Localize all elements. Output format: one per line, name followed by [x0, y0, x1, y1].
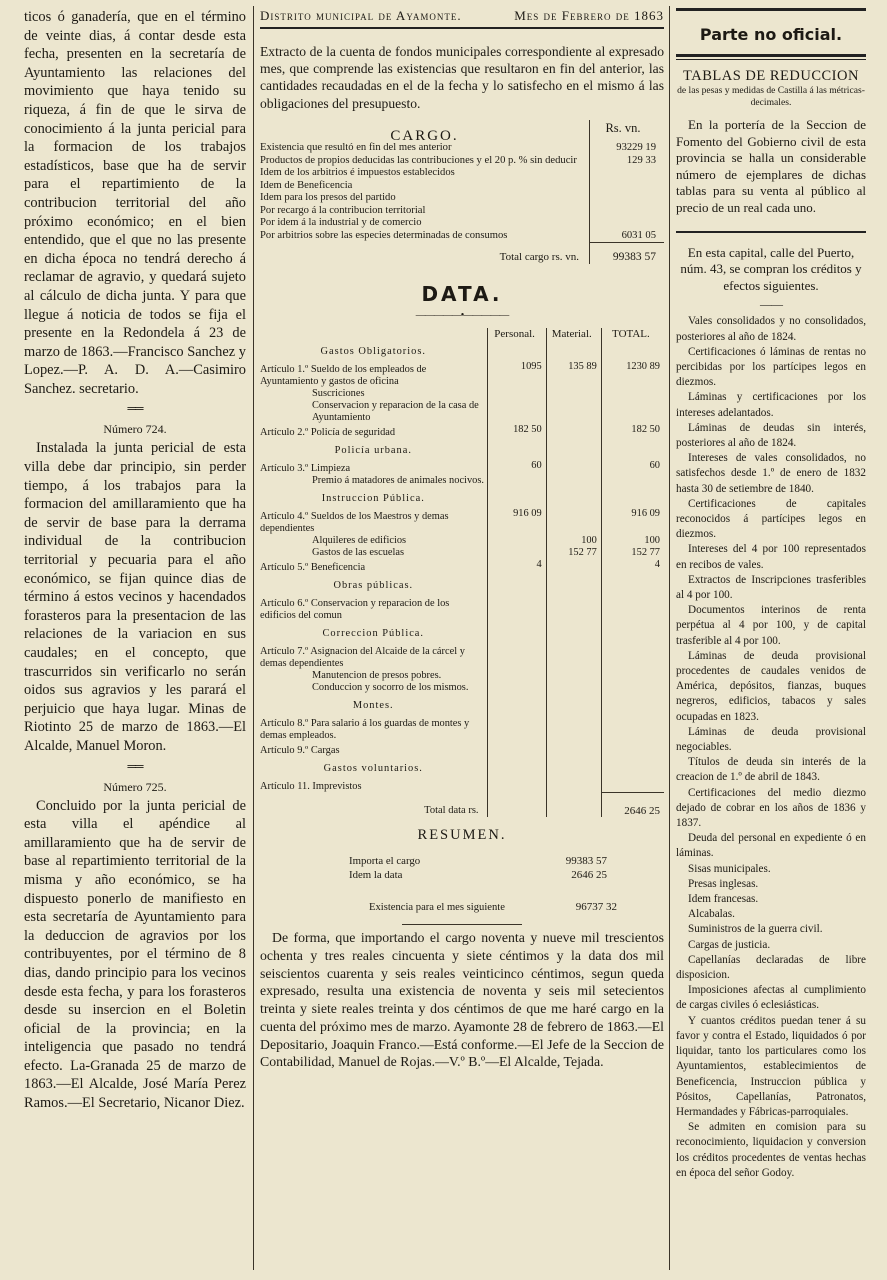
data-row: [260, 682, 664, 694]
separator: ——: [760, 297, 782, 312]
month-title: Mes de Febrero de 1863: [514, 8, 664, 23]
data-material: [546, 487, 601, 508]
data-material: [546, 340, 601, 361]
header-personal: Personal.: [487, 328, 546, 340]
resumen-amount: 2646 25: [571, 869, 607, 882]
data-row: [260, 595, 664, 622]
data-material: [546, 508, 601, 535]
data-label: Conduccion y socorro de los mismos.: [312, 681, 469, 693]
data-label: Artículo 6.º Conservacion y reparacion de los edificios del comun: [260, 597, 450, 621]
data-material: [546, 715, 601, 742]
data-total-cell: 1230 89: [601, 361, 664, 388]
cargo-label: Por arbitrios sobre las especies determinadas de consumos: [260, 229, 508, 241]
cargo-row: [260, 192, 664, 205]
notice-riotinto: Instalada la junta pericial de esta villa debe dar principio, sin perder tiempo, á los trabajos para la formacion del amillaramiento que ha de servir de base para la derrama individual de la contribucion territorial y pecuaria para el año económico, se fijan quince dias de término á estos vecinos y hacendados forasteros para la presentacion de las relaciones de la variacion en sus caudales; en el concepto, que trascurridos sin verificarlo no serán oidos sus agravios y les parará el perjuicio que haya lugar. Minas de Riotinto 25 de marzo de 1863.—El Alcalde, Manuel Moron.: [24, 440, 246, 754]
data-row: [260, 508, 664, 535]
rule: [676, 54, 866, 57]
data-row: [260, 400, 664, 424]
data-label: Manutencion de presos pobres.: [312, 669, 442, 681]
resumen-label: Idem la data: [349, 869, 403, 882]
data-total-cell: [601, 742, 664, 757]
resumen-row: [348, 854, 608, 868]
data-row: [260, 715, 664, 742]
cargo-label: Idem para los presos del partido: [260, 192, 396, 204]
data-total-cell: [601, 439, 664, 460]
data-personal: [487, 400, 546, 424]
data-material: [546, 670, 601, 682]
data-row: [260, 487, 664, 508]
data-row: [260, 424, 664, 439]
data-personal: 60: [487, 460, 546, 475]
data-label: Policía urbana.: [334, 444, 412, 456]
resumen-exist-label: Existencia para el mes siguiente: [369, 901, 505, 913]
resumen-label: Importa el cargo: [349, 855, 421, 868]
cargo-row: [260, 230, 664, 243]
data-material: 135 89: [546, 361, 601, 388]
data-label: Gastos voluntarios.: [323, 762, 423, 774]
data-personal: 182 50: [487, 424, 546, 439]
data-personal: [487, 622, 546, 643]
data-personal: 1095: [487, 361, 546, 388]
data-personal: [487, 388, 546, 400]
data-material: [546, 400, 601, 424]
cargo-amount: [590, 192, 665, 205]
credit-item: Idem francesas.: [688, 893, 759, 906]
data-row: [260, 535, 664, 547]
data-total-cell: 100: [601, 535, 664, 547]
cargo-unit: Rs. vn.: [590, 120, 665, 143]
data-row: [260, 622, 664, 643]
rule: [676, 59, 866, 60]
cargo-row: [260, 142, 664, 155]
data-row: [260, 670, 664, 682]
data-row: [260, 574, 664, 595]
credit-item: Títulos de deuda sin interés de la creacion de 1.º de abril de 1843.: [676, 756, 866, 784]
credit-item: Extractos de Inscripciones trasferibles al 4 por 100.: [676, 573, 866, 601]
credit-item: Cargas de justicia.: [688, 938, 771, 951]
data-label: Artículo 5.º Beneficencia: [260, 561, 366, 573]
data-total-cell: [601, 574, 664, 595]
data-personal: [487, 682, 546, 694]
cargo-row: [260, 167, 664, 180]
credit-item: Láminas de deuda provisional negociables.: [676, 725, 866, 754]
column-right: [676, 8, 866, 1272]
data-label: Correccion Pública.: [322, 627, 425, 639]
data-material: [546, 742, 601, 757]
data-row: [260, 778, 664, 793]
data-label: Suscriciones: [312, 387, 365, 399]
data-personal: [487, 475, 546, 487]
account-intro: Extracto de la cuenta de fondos municipales correspondiente al expresado mes, que comprende las existencias que resultaron en fin del anterior, las cantidades recaudadas en el de la fecha y lo satisfecho en el mismo á las obligaciones del presupuesto.: [260, 44, 664, 111]
credit-item: Deuda del personal en expediente ó en láminas.: [676, 832, 866, 860]
resumen-exist-amount: 96737 32: [575, 901, 617, 914]
data-total-cell: [601, 475, 664, 487]
cargo-label: Idem de Beneficencia: [260, 179, 353, 191]
credit-item: Certificaciones del medio diezmo dejado de cobrar en los años de 1836 y 1837.: [676, 786, 866, 830]
data-total-cell: [601, 400, 664, 424]
resumen-title: RESUMEN.: [417, 827, 507, 844]
cargo-row: [260, 155, 664, 168]
data-total-cell: 60: [601, 460, 664, 475]
data-material: [546, 460, 601, 475]
data-material: [546, 439, 601, 460]
data-label: Conservacion y reparacion de la casa de Ayuntamiento: [312, 399, 479, 423]
data-total-label: Total data rs.: [424, 804, 479, 816]
data-total-cell: [601, 388, 664, 400]
cargo-label: Por recargo á la contribucion territorial: [260, 204, 426, 216]
resumen-row: [348, 868, 608, 882]
data-total-cell: 182 50: [601, 424, 664, 439]
data-table: [260, 328, 664, 818]
data-label: Montes.: [352, 699, 394, 711]
cargo-amount: [590, 180, 665, 193]
credit-item: Se admiten en comision para su reconocimiento, liquidacion y conversion los créditos procedentes de ventas hechas en época del señor Godoy.: [676, 1121, 866, 1179]
resumen-amount: 99383 57: [565, 855, 607, 868]
data-row: [260, 643, 664, 670]
data-label: Artículo 11. Imprevistos: [260, 780, 362, 792]
data-material: [546, 682, 601, 694]
column-rule-1: [253, 6, 254, 1270]
data-row: [260, 439, 664, 460]
cargo-label: Productos de propios deducidas las contribuciones y el 20 p. % sin deducir: [260, 154, 577, 166]
data-material: [546, 424, 601, 439]
tablas-body: En la portería de la Seccion de Fomento del Gobierno civil de esta provincia se halla un considerable número de ejemplares de dichas tablas para su venta al público al precio de un real cada uno.: [676, 117, 866, 215]
credit-item: Láminas de deuda provisional procedentes de caudales venidos de América, depósitos, fianzas, buques negreros, edificios, tabacos y sales ocupadas en 1823.: [676, 649, 866, 723]
section-heading: Parte no oficial.: [699, 25, 843, 44]
data-row: [260, 559, 664, 574]
data-row: [260, 547, 664, 559]
district-title: Distrito municipal de Ayamonte.: [260, 8, 462, 23]
header-total: TOTAL.: [601, 328, 664, 340]
data-label: Artículo 1.º Sueldo de los empleados de Ayuntamiento y gastos de oficina: [260, 363, 427, 387]
cargo-total-label: Total cargo rs. vn.: [499, 250, 579, 263]
cargo-row: [260, 217, 664, 230]
credit-item: Certificaciones de capitales reconocidos á partícipes legos en diezmos.: [676, 497, 866, 541]
data-personal: [487, 535, 546, 547]
data-personal: [487, 340, 546, 361]
data-total-cell: 4: [601, 559, 664, 574]
credit-item: Certificaciones ó láminas de rentas no percibidas por los partícipes legos en diezmos.: [676, 345, 866, 389]
credit-item: Y cuantos créditos puedan tener á su favor y contra el Estado, liquidados ó por liquidar, tanto los particulares como los Ayuntamientos, establecimientos de Beneficencia, Instruccion pública y Pósitos, Capellanías, Patronatos, Hermandades y Fábricas-parroquiales.: [676, 1014, 866, 1118]
cargo-total: 99383 57: [590, 243, 665, 264]
data-personal: [487, 595, 546, 622]
data-material: [546, 475, 601, 487]
cargo-amount: [590, 205, 665, 218]
data-personal: [487, 670, 546, 682]
data-material: [546, 595, 601, 622]
data-row: [260, 460, 664, 475]
cargo-amount: 129 33: [590, 155, 665, 168]
data-personal: [487, 574, 546, 595]
data-material: [546, 694, 601, 715]
data-personal: [487, 439, 546, 460]
data-total-cell: [601, 757, 664, 778]
separator: ══: [127, 401, 143, 416]
data-label: Premio á matadores de animales nocivos.: [312, 474, 484, 486]
cargo-table: [260, 120, 664, 264]
header-material: Material.: [546, 328, 601, 340]
section-header: [260, 8, 664, 29]
data-material: [546, 574, 601, 595]
column-left: [24, 8, 246, 1272]
cargo-row: [260, 205, 664, 218]
data-label: Gastos de las escuelas: [312, 546, 405, 558]
credit-item: Sisas municipales.: [688, 862, 771, 875]
column-rule-2: [669, 6, 670, 1270]
data-label: Artículo 3.º Limpieza: [260, 462, 351, 474]
data-row: [260, 742, 664, 757]
data-label: Artículo 8.º Para salario á los guardas de montes y demas empleados.: [260, 717, 470, 741]
data-personal: [487, 643, 546, 670]
data-total-cell: [601, 778, 664, 793]
cargo-row: [260, 180, 664, 193]
separator: ══: [127, 758, 143, 773]
data-label: Obras públicas.: [333, 579, 414, 591]
credit-item: Alcabalas.: [688, 908, 735, 921]
rule: [676, 231, 866, 233]
data-total-cell: [601, 694, 664, 715]
data-label: Artículo 9.º Cargas: [260, 744, 340, 756]
data-personal: [487, 715, 546, 742]
data-personal: [487, 778, 546, 793]
data-material: [546, 622, 601, 643]
data-material: 152 77: [546, 547, 601, 559]
data-material: [546, 559, 601, 574]
resumen-table: [348, 854, 608, 882]
data-personal: [487, 742, 546, 757]
data-label: Alquileres de edificios: [312, 534, 407, 546]
data-material: [546, 778, 601, 793]
separator: —————•—————: [415, 309, 509, 321]
cargo-amount: [590, 167, 665, 180]
data-row: [260, 340, 664, 361]
credit-item: Intereses de vales consolidados, no satisfechos desde 1.º de enero de 1832 hasta 30 de setiembre de 1840.: [676, 452, 866, 495]
data-total-cell: [601, 622, 664, 643]
data-total-cell: [601, 670, 664, 682]
data-personal: [487, 547, 546, 559]
cargo-amount: 93229 19: [590, 142, 665, 155]
data-personal: [487, 757, 546, 778]
data-material: [546, 643, 601, 670]
data-personal: [487, 694, 546, 715]
data-label: Artículo 2.º Policía de seguridad: [260, 426, 396, 438]
credit-list: [676, 314, 866, 1181]
data-total: 2646 25: [601, 793, 664, 818]
cargo-title: CARGO.: [390, 127, 459, 144]
data-personal: 4: [487, 559, 546, 574]
data-total-cell: [601, 643, 664, 670]
credit-item: Capellanías declaradas de libre disposicion.: [676, 953, 866, 982]
data-total-cell: 152 77: [601, 547, 664, 559]
credit-item: Suministros de la guerra civil.: [688, 923, 823, 936]
data-row: [260, 475, 664, 487]
cargo-label: Por idem á la industrial y de comercio: [260, 217, 422, 229]
data-material: [546, 388, 601, 400]
tablas-subtitle: de las pesas y medidas de Castilla á las métricas-decimales.: [677, 85, 865, 108]
cargo-amount: [590, 217, 665, 230]
notice-number-725: Número 725.: [103, 779, 167, 794]
column-center: [260, 8, 664, 1272]
data-total-cell: [601, 340, 664, 361]
data-personal: 916 09: [487, 508, 546, 535]
credit-item: Documentos interinos de renta perpétua al 4 por 100, y de capital trasferible al 4 por 100.: [676, 604, 866, 647]
data-total-cell: [601, 715, 664, 742]
cargo-label: Existencia que resultó en fin del mes anterior: [260, 142, 452, 154]
data-label: Gastos Obligatorios.: [320, 345, 426, 357]
credit-item: Láminas y certificaciones por los intereses adelantados.: [676, 391, 866, 419]
data-label: Artículo 4.º Sueldos de los Maestros y demas dependientes: [260, 510, 449, 534]
cargo-amount: 6031 05: [590, 230, 665, 243]
data-row: [260, 694, 664, 715]
data-row: [260, 757, 664, 778]
cargo-label: Idem de los arbitrios é impuestos establecidos: [260, 167, 455, 179]
rule: [676, 8, 866, 11]
credit-item: Presas inglesas.: [688, 877, 759, 890]
data-label: Instruccion Pública.: [321, 492, 425, 504]
tablas-title: TABLAS DE REDUCCION: [683, 68, 859, 84]
credit-item: Intereses del 4 por 100 representados en recibos de vales.: [676, 543, 866, 571]
credit-item: Imposiciones afectas al cumplimiento de cargas civiles ó eclesiásticas.: [676, 984, 866, 1012]
notice-redondela: ticos ó ganadería, que en el término de veinte dias, á contar desde esta fecha, presenten en la secretaría de Ayuntamiento las relaciones del movimiento que haya tenido su riqueza, á fin de que le sirva de conocimiento á la junta pericial para la formacion de los trabajos estadísticos, base que ha de servir para el repartimiento de la contribucion territorial del año próximo económico; en el bien entendido, que el que no las presente en dicha época no tendrá derecho á reclamar de agravio, y quedará sujeto al cálculo de dicha junta. Y para que llegue á noticia de todos se fija el presente en la Redondela á 23 de marzo de 1863.—Francisco Sanchez y Lopez.—P. A. D. A.—Casimiro Sanchez. secretario.: [24, 9, 246, 397]
data-label: Artículo 7.º Asignacion del Alcaide de la cárcel y demas dependientes: [260, 645, 465, 669]
notice-la-granada: Concluido por la junta pericial de esta villa el apéndice al amillaramiento que ha de servir de base al repartimiento territorial de la misma y año económico, se ha dispuesto ponerlo de manifiesto en esta secretaría de Ayuntamiento para la deduccion de agravios por los contribuyentes, por el término de 8 dias, dando principio para los vecinos desde esta fecha, y para los forasteros desde su insercion en el Boletin oficial de la provincia; en la inteligencia que pasado no tendrá efecto. La-Granada 25 de marzo de 1863.—El Alcalde, José María Perez Ramos.—El Secretario, Nicanor Diez.: [24, 797, 246, 1112]
data-material: [546, 757, 601, 778]
data-total-cell: [601, 487, 664, 508]
notice-number-724: Número 724.: [103, 422, 167, 437]
credit-item: Vales consolidados y no consolidados, posteriores al año de 1824.: [676, 315, 866, 343]
data-title: DATA.: [421, 281, 503, 306]
data-total-cell: [601, 682, 664, 694]
data-material: 100: [546, 535, 601, 547]
account-closing: De forma, que importando el cargo noventa y nueve mil trescientos ochenta y tres reales cincuenta y siete céntimos y la data dos mil seiscientos cuarenta y seis reales veinticinco céntimos, segun queda expresado, resulta una existencia de noventa y seis mil setecientos treinta y siete reales treinta y dos céntimos de que me haré cargo en la cuenta del próximo mes de marzo. Ayamonte 28 de febrero de 1863.—El Depositario, Joaquin Franco.—Está conforme.—El Jefe de la Seccion de Contabilidad, Manuel de Rojas.—V.º B.º—El Alcalde, Tejada.: [260, 930, 664, 1070]
data-row: [260, 361, 664, 388]
data-personal: [487, 487, 546, 508]
resumen-exist: [368, 900, 618, 914]
compran-intro: En esta capital, calle del Puerto, núm. 43, se compran los créditos y efectos siguientes.: [680, 244, 862, 293]
data-row: [260, 388, 664, 400]
credit-item: Láminas de deudas sin interés, posteriores al año de 1824.: [676, 421, 866, 449]
data-total-cell: 916 09: [601, 508, 664, 535]
data-total-cell: [601, 595, 664, 622]
